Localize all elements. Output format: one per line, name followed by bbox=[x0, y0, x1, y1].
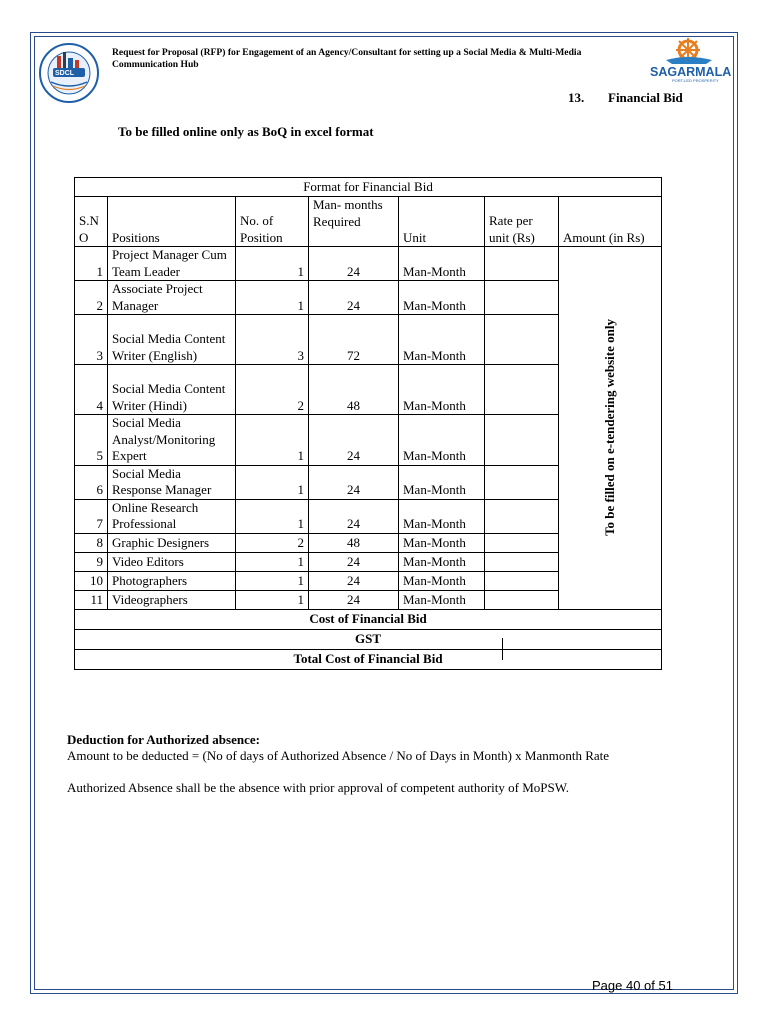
header-positions: Positions bbox=[108, 197, 236, 247]
row-count: 2 bbox=[236, 533, 309, 552]
row-months: 48 bbox=[309, 533, 399, 552]
financial-bid-table bbox=[74, 177, 662, 670]
row-unit: Man-Month bbox=[399, 465, 485, 499]
row-unit: Man-Month bbox=[399, 590, 485, 609]
logo-left-text: SDCL bbox=[55, 70, 75, 77]
row-months: 24 bbox=[309, 571, 399, 590]
row-position: Social Media Analyst/Monitoring Expert bbox=[108, 415, 236, 466]
header-amount: Amount (in Rs) bbox=[559, 197, 662, 247]
header-man-months: Man- months Required bbox=[309, 197, 399, 247]
row-months: 48 bbox=[309, 365, 399, 415]
row-rate bbox=[485, 499, 559, 533]
row-sno: 1 bbox=[75, 247, 108, 281]
row-position: Videographers bbox=[108, 590, 236, 609]
amount-note-cell bbox=[559, 247, 662, 610]
header-num-positions: No. of Position bbox=[236, 197, 309, 247]
row-position: Video Editors bbox=[108, 552, 236, 571]
amount-note: To be filled on e-tendering website only bbox=[601, 319, 617, 537]
sagarmala-logo bbox=[642, 36, 734, 84]
cost-row: Cost of Financial Bid bbox=[75, 609, 662, 629]
row-unit: Man-Month bbox=[399, 247, 485, 281]
row-count: 1 bbox=[236, 281, 309, 315]
row-months: 24 bbox=[309, 552, 399, 571]
row-count: 1 bbox=[236, 590, 309, 609]
row-unit: Man-Month bbox=[399, 552, 485, 571]
row-unit: Man-Month bbox=[399, 281, 485, 315]
row-rate bbox=[485, 590, 559, 609]
row-rate bbox=[485, 415, 559, 466]
row-rate bbox=[485, 365, 559, 415]
row-months: 24 bbox=[309, 281, 399, 315]
cursor-mark bbox=[502, 638, 503, 660]
row-unit: Man-Month bbox=[399, 499, 485, 533]
row-months: 24 bbox=[309, 465, 399, 499]
row-rate bbox=[485, 552, 559, 571]
row-count: 1 bbox=[236, 571, 309, 590]
row-sno: 7 bbox=[75, 499, 108, 533]
row-months: 24 bbox=[309, 499, 399, 533]
row-position: Photographers bbox=[108, 571, 236, 590]
row-rate bbox=[485, 281, 559, 315]
row-position: Social Media Content Writer (English) bbox=[108, 315, 236, 365]
row-sno: 3 bbox=[75, 315, 108, 365]
row-count: 1 bbox=[236, 465, 309, 499]
gst-row: GST bbox=[75, 629, 662, 649]
row-unit: Man-Month bbox=[399, 415, 485, 466]
row-count: 1 bbox=[236, 552, 309, 571]
row-sno: 8 bbox=[75, 533, 108, 552]
section-number: 13. bbox=[568, 90, 585, 105]
row-rate bbox=[485, 533, 559, 552]
row-unit: Man-Month bbox=[399, 571, 485, 590]
row-count: 1 bbox=[236, 247, 309, 281]
row-position: Online Research Professional bbox=[108, 499, 236, 533]
row-sno: 5 bbox=[75, 415, 108, 466]
row-sno: 9 bbox=[75, 552, 108, 571]
row-months: 72 bbox=[309, 315, 399, 365]
section-title: Financial Bid bbox=[608, 90, 683, 105]
row-months: 24 bbox=[309, 415, 399, 466]
logo-right-tagline: PORT-LED PROSPERITY bbox=[672, 78, 719, 83]
section-heading bbox=[568, 90, 683, 106]
row-unit: Man-Month bbox=[399, 315, 485, 365]
row-position: Project Manager Cum Team Leader bbox=[108, 247, 236, 281]
row-unit: Man-Month bbox=[399, 533, 485, 552]
table-title: Format for Financial Bid bbox=[75, 178, 662, 197]
row-sno: 4 bbox=[75, 365, 108, 415]
row-sno: 6 bbox=[75, 465, 108, 499]
row-sno: 11 bbox=[75, 590, 108, 609]
total-row: Total Cost of Financial Bid bbox=[75, 649, 662, 669]
row-sno: 2 bbox=[75, 281, 108, 315]
row-sno: 10 bbox=[75, 571, 108, 590]
row-rate bbox=[485, 247, 559, 281]
header-sno: S.N O bbox=[75, 197, 108, 247]
row-position: Associate Project Manager bbox=[108, 281, 236, 315]
row-position: Graphic Designers bbox=[108, 533, 236, 552]
absence-definition: Authorized Absence shall be the absence with prior approval of competent authority of MoPSW. bbox=[67, 780, 570, 795]
row-months: 24 bbox=[309, 590, 399, 609]
table-row bbox=[75, 247, 662, 281]
header-unit: Unit bbox=[399, 197, 485, 247]
instruction-text: To be filled online only as BoQ in excel format bbox=[118, 124, 374, 139]
row-unit: Man-Month bbox=[399, 365, 485, 415]
row-months: 24 bbox=[309, 247, 399, 281]
row-count: 3 bbox=[236, 315, 309, 365]
deduction-heading: Deduction for Authorized absence: bbox=[67, 732, 260, 747]
logo-right-text: SAGARMALA bbox=[650, 65, 732, 79]
deduction-formula: Amount to be deducted = (No of days of Authorized Absence / No of Days in Month) x Manmonth Rate bbox=[67, 748, 610, 763]
row-position: Social Media Response Manager bbox=[108, 465, 236, 499]
row-count: 1 bbox=[236, 499, 309, 533]
row-count: 2 bbox=[236, 365, 309, 415]
row-rate bbox=[485, 315, 559, 365]
row-count: 1 bbox=[236, 415, 309, 466]
row-rate bbox=[485, 465, 559, 499]
header-title: Request for Proposal (RFP) for Engagement of an Agency/Consultant for setting up a Social Media & Multi-Media Communication Hub bbox=[112, 47, 582, 70]
row-rate bbox=[485, 571, 559, 590]
header-rate: Rate per unit (Rs) bbox=[485, 197, 559, 247]
page-number: Page 40 of 51 bbox=[592, 978, 673, 993]
row-position: Social Media Content Writer (Hindi) bbox=[108, 365, 236, 415]
sdcl-logo bbox=[33, 40, 105, 104]
